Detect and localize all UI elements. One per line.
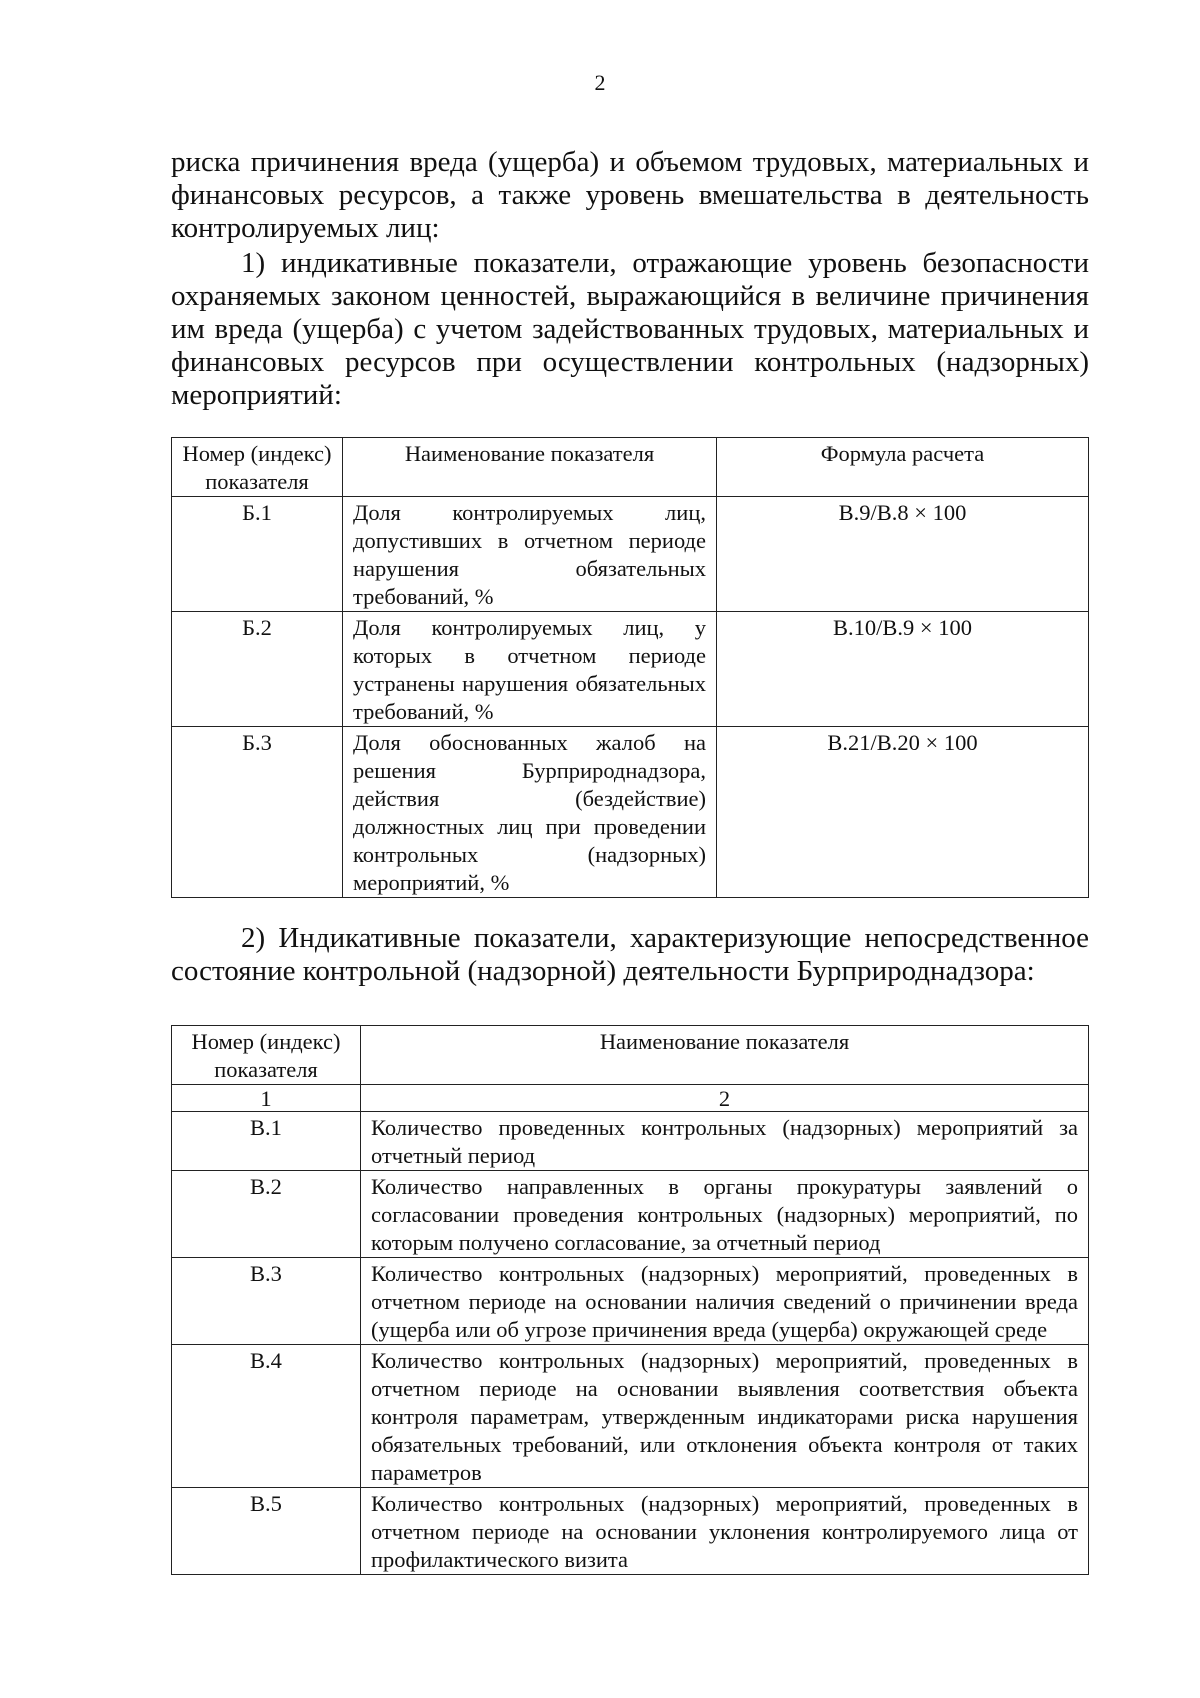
indicator-index: В.5 [172,1488,361,1575]
table-row [172,1112,1089,1171]
column-number-1: 1 [172,1085,361,1112]
column-header-index: Номер (индекс) показателя [172,438,343,497]
indicator-index: В.2 [172,1171,361,1258]
column-number-2: 2 [361,1085,1089,1112]
table-row [172,612,1089,727]
table-row [172,1171,1089,1258]
page-number: 2 [594,70,606,95]
indicator-name: Количество контрольных (надзорных) мероприятий, проведенных в отчетном периоде на основании выявления соответствия объекта контроля параметрам, утвержденным индикаторами риска нарушения обязательных требований, или отклонения объекта контроля от таких параметров [361,1345,1089,1488]
indicator-formula: В.10/В.9 × 100 [717,612,1089,727]
indicator-index: В.1 [172,1112,361,1171]
indicator-name: Доля обоснованных жалоб на решения Бурприроднадзора, действия (бездействие) должностных лиц при проведении контрольных (надзорных) мероприятий, % [343,727,717,898]
table-header-row [172,1026,1089,1085]
indicator-name: Количество направленных в органы прокуратуры заявлений о согласовании проведения контрольных (надзорных) мероприятий, по которым получено согласование, за отчетный период [361,1171,1089,1258]
column-header-index: Номер (индекс) показателя [172,1026,361,1085]
activity-indicators-table [171,1025,1089,1575]
indicator-index: Б.2 [172,612,343,727]
indicator-formula: В.21/В.20 × 100 [717,727,1089,898]
table-row [172,1258,1089,1345]
indicator-name: Количество контрольных (надзорных) мероприятий, проведенных в отчетном периоде на основании уклонения контролируемого лица от профилактического визита [361,1488,1089,1575]
indicator-name: Доля контролируемых лиц, допустивших в отчетном периоде нарушения обязательных требований, % [343,497,717,612]
safety-indicators-table [171,437,1089,898]
indicator-index: В.3 [172,1258,361,1345]
column-header-formula: Формула расчета [717,438,1089,497]
section-2-paragraph: 2) Индикативные показатели, характеризующие непосредственное состояние контрольной (надзорной) деятельности Бурприроднадзора: [171,922,1089,987]
indicator-name: Количество контрольных (надзорных) мероприятий, проведенных в отчетном периоде на основании наличия сведений о причинении вреда (ущерба или об угрозе причинения вреда (ущерба) окружающей среде [361,1258,1089,1345]
table-row [172,727,1089,898]
indicator-name: Доля контролируемых лиц, у которых в отчетном периоде устранены нарушения обязательных требований, % [343,612,717,727]
indicator-index: В.4 [172,1345,361,1488]
table-row [172,1488,1089,1575]
section-1-paragraph: 1) индикативные показатели, отражающие уровень безопасности охраняемых законом ценностей, выражающийся в величине причинения им вреда (ущерба) с учетом задействованных трудовых, материальных и финансовых ресурсов при осуществлении контрольных (надзорных) мероприятий: [171,247,1089,411]
table-row [172,1345,1089,1488]
intro-paragraph: риска причинения вреда (ущерба) и объемом трудовых, материальных и финансовых ресурсов, а также уровень вмешательства в деятельность контролируемых лиц: [171,146,1089,244]
table-header-row [172,438,1089,497]
table-row [172,497,1089,612]
column-number-row [172,1085,1089,1112]
column-header-name: Наименование показателя [343,438,717,497]
indicator-index: Б.1 [172,497,343,612]
column-header-name: Наименование показателя [361,1026,1089,1085]
indicator-name: Количество проведенных контрольных (надзорных) мероприятий за отчетный период [361,1112,1089,1171]
indicator-index: Б.3 [172,727,343,898]
indicator-formula: В.9/В.8 × 100 [717,497,1089,612]
